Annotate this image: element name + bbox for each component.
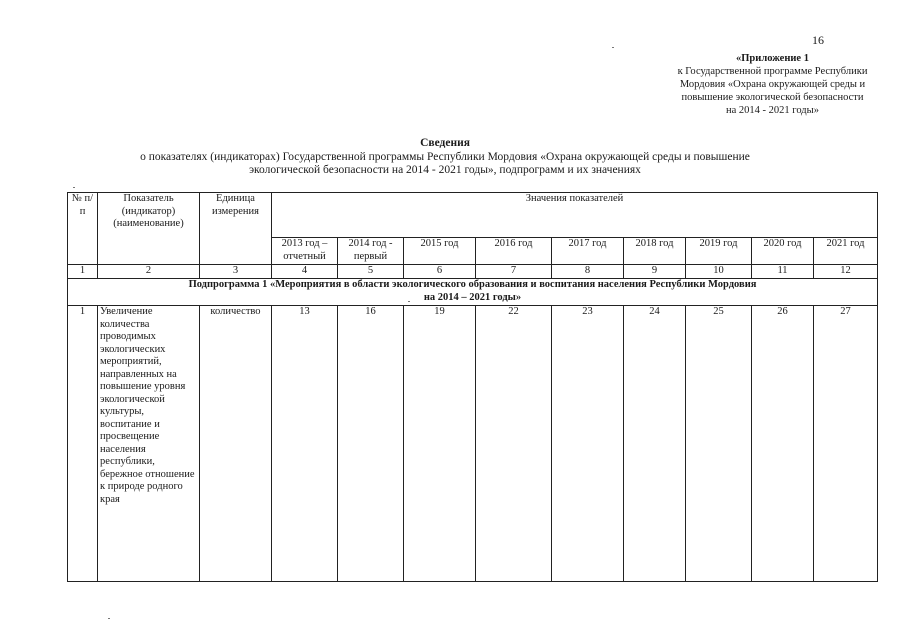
appendix-line: Мордовия «Охрана окружающей среды и — [679, 79, 866, 90]
row-value: 26 — [752, 306, 814, 582]
column-number: 3 — [200, 265, 272, 279]
document-subtitle-line: о показателях (индикаторах) Государственной программы Республики Мордовия «Охрана окружающей среды и повышение — [140, 150, 750, 163]
subprogram-title-line: Подпрограмма 1 «Мероприятия в области экологического образования и воспитания населения Республики Мордовия — [188, 279, 757, 290]
column-number: 4 — [272, 265, 338, 279]
appendix-title: «Приложение 1 — [736, 53, 809, 64]
row-value: 19 — [404, 306, 476, 582]
column-number: 12 — [814, 265, 878, 279]
year-header: 2021 год — [814, 238, 878, 265]
table-row — [68, 306, 878, 582]
document-heading — [60, 137, 830, 178]
year-header: 2016 год — [476, 238, 552, 265]
indicators-table — [67, 192, 878, 582]
scan-speck — [612, 47, 614, 48]
row-value: 27 — [814, 306, 878, 582]
header-unit: Единица измерения — [200, 193, 272, 265]
subprogram-row — [68, 279, 878, 306]
column-number: 6 — [404, 265, 476, 279]
row-num: 1 — [68, 306, 98, 582]
column-number: 5 — [338, 265, 404, 279]
subprogram-title-line: на 2014 – 2021 годы» — [423, 291, 522, 303]
year-header: 2013 год – отчетный — [272, 238, 338, 265]
column-number: 2 — [98, 265, 200, 279]
appendix-line: на 2014 - 2021 годы» — [726, 105, 819, 116]
row-value: 13 — [272, 306, 338, 582]
appendix-line: к Государственной программе Республики — [677, 66, 868, 77]
year-header: 2014 год - первый — [338, 238, 404, 265]
row-value: 16 — [338, 306, 404, 582]
column-number: 11 — [752, 265, 814, 279]
column-number: 10 — [686, 265, 752, 279]
document-subtitle-line: экологической безопасности на 2014 - 2021 годы», подпрограмм и их значениях — [249, 164, 641, 176]
header-values: Значения показателей — [272, 193, 878, 238]
row-value: 22 — [476, 306, 552, 582]
header-num: № п/п — [68, 193, 98, 265]
header-indicator: Показатель (индикатор) (наименование) — [98, 193, 200, 265]
column-number: 8 — [552, 265, 624, 279]
appendix-line: повышение экологической безопасности — [681, 92, 864, 103]
row-value: 24 — [624, 306, 686, 582]
column-number: 7 — [476, 265, 552, 279]
column-number: 9 — [624, 265, 686, 279]
appendix-note — [640, 52, 905, 117]
column-numbers-row — [68, 265, 878, 279]
row-value: 25 — [686, 306, 752, 582]
scan-speck — [73, 187, 75, 188]
scan-speck — [408, 301, 410, 302]
row-value: 23 — [552, 306, 624, 582]
year-header: 2019 год — [686, 238, 752, 265]
document-title: Сведения — [420, 137, 470, 149]
row-indicator: Увеличение количества проводимых экологических мероприятий, направленных на повышение уровня экологической культуры, воспитание и просвещение населения республики, бережное отношение к природе родного края — [98, 306, 200, 582]
header-row — [68, 193, 878, 238]
year-header: 2018 год — [624, 238, 686, 265]
year-header: 2017 год — [552, 238, 624, 265]
page-number: 16 — [812, 33, 824, 47]
subprogram-title — [68, 279, 878, 306]
year-header: 2020 год — [752, 238, 814, 265]
column-number: 1 — [68, 265, 98, 279]
row-unit: количество — [200, 306, 272, 582]
year-header: 2015 год — [404, 238, 476, 265]
scan-speck — [108, 618, 110, 619]
